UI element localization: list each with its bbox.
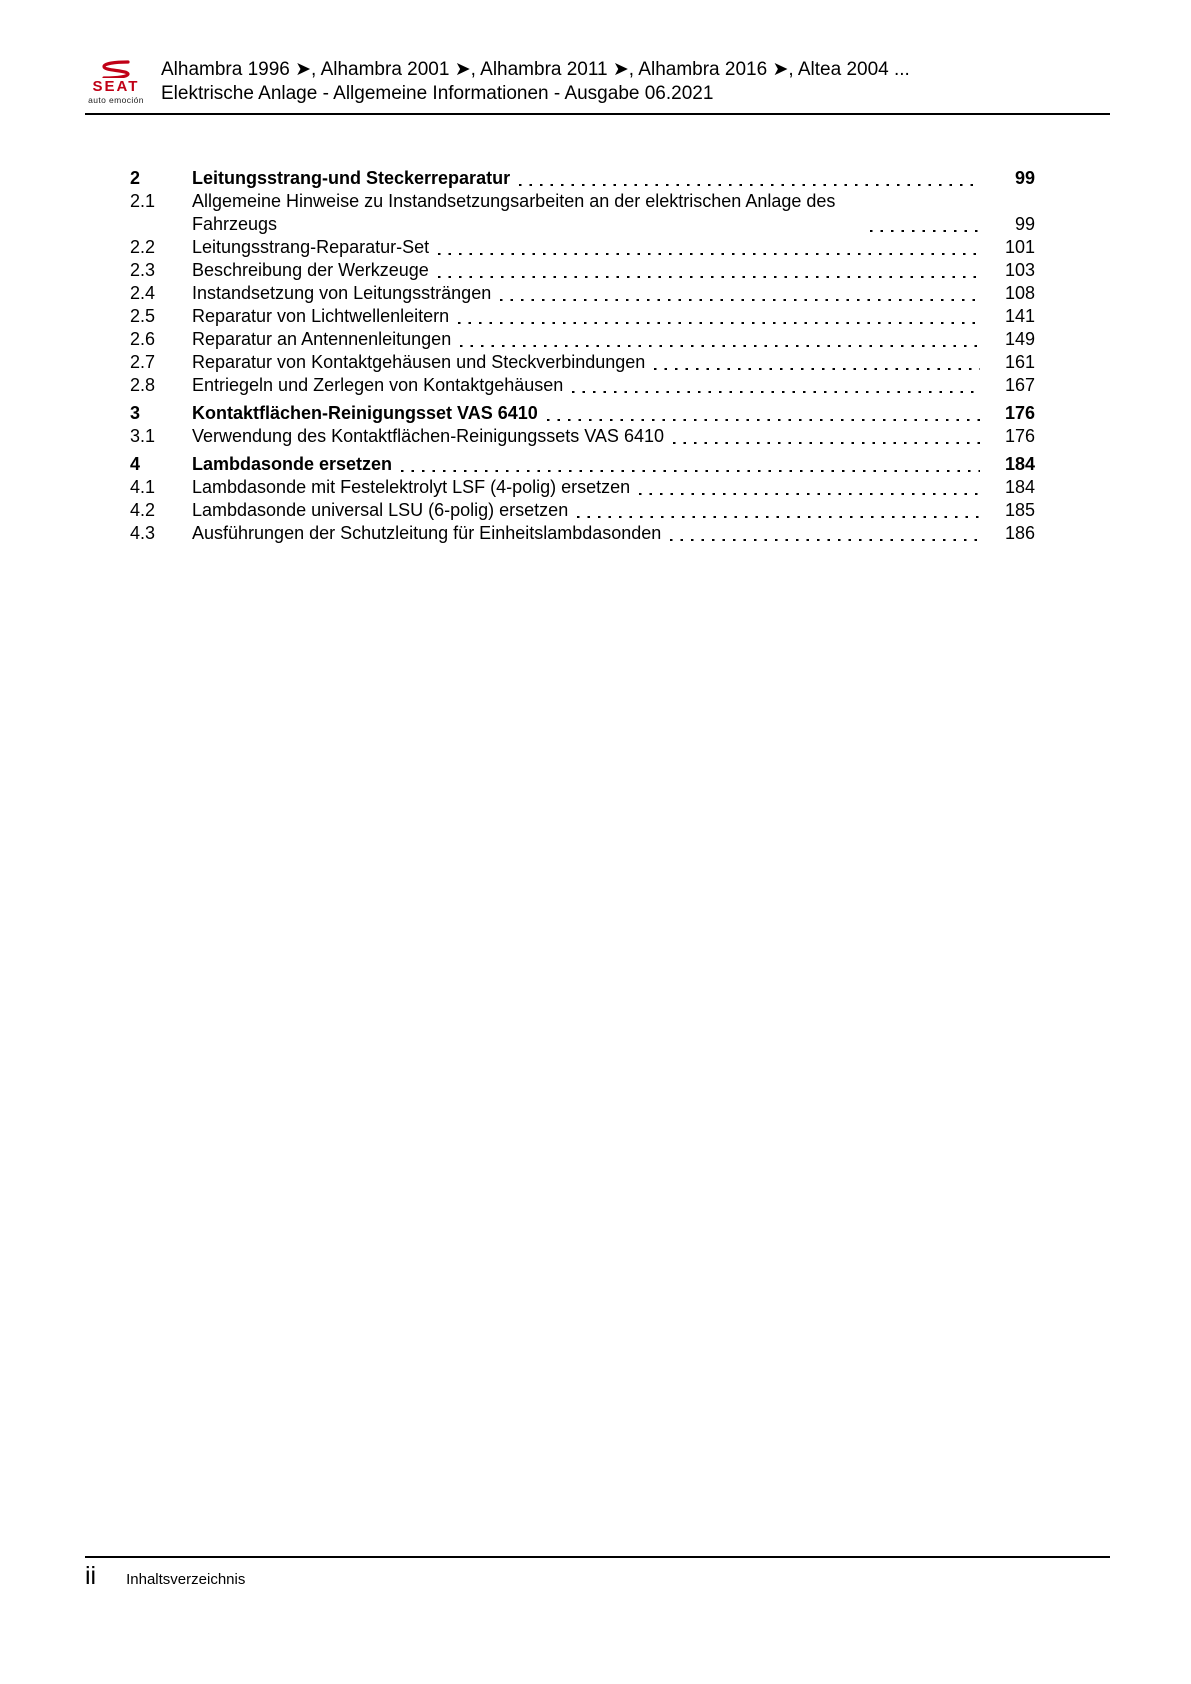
toc-page: 186 <box>1004 523 1035 543</box>
toc-leader-dots <box>670 539 980 542</box>
toc-num: 2.3 <box>130 260 156 280</box>
toc-row <box>130 190 1035 236</box>
toc-title: Instandsetzung von Leitungssträngen <box>192 283 492 303</box>
toc-title: Entriegeln und Zerlegen von Kontaktgehäusen <box>192 375 564 395</box>
toc-leader-dots <box>572 391 980 394</box>
toc-page: 176 <box>1004 426 1035 446</box>
toc-leader-dots <box>673 442 980 445</box>
toc-row <box>130 499 1035 522</box>
toc-num: 4.3 <box>130 523 156 543</box>
toc-leader-dots <box>438 253 980 256</box>
toc-page: 108 <box>1004 283 1035 303</box>
toc-title: Lambdasonde ersetzen <box>192 454 393 474</box>
toc-title: Beschreibung der Werkzeuge <box>192 260 429 280</box>
toc-title: Kontaktflächen-Reinigungsset VAS 6410 <box>192 403 538 423</box>
toc-page: 99 <box>1014 214 1035 234</box>
toc-title: Reparatur von Lichtwellenleitern <box>192 306 450 326</box>
toc-page: 167 <box>1004 375 1035 395</box>
toc-leader-dots <box>458 322 980 325</box>
toc-title: Lambdasonde universal LSU (6-polig) ersetzen <box>192 500 569 520</box>
toc-num: 2 <box>130 168 141 188</box>
toc-row <box>130 305 1035 328</box>
seat-s-icon <box>99 60 133 78</box>
toc-title: Ausführungen der Schutzleitung für Einheitslambdasonden <box>192 523 662 543</box>
toc-leader-dots <box>577 516 980 519</box>
footer-page-number: ii <box>85 1562 97 1590</box>
toc-num: 2.2 <box>130 237 156 257</box>
toc-row <box>130 453 1035 476</box>
toc-row <box>130 374 1035 397</box>
toc-row <box>130 259 1035 282</box>
toc-page: 185 <box>1004 500 1035 520</box>
page-header <box>85 58 1110 115</box>
toc-row <box>130 522 1035 545</box>
toc-page: 101 <box>1004 237 1035 257</box>
toc-leader-dots <box>438 276 980 279</box>
header-text <box>161 58 910 106</box>
toc-num: 2.7 <box>130 352 156 372</box>
toc-row <box>130 351 1035 374</box>
header-subject-line: Elektrische Anlage - Allgemeine Informationen - Ausgabe 06.2021 <box>161 83 714 104</box>
toc-leader-dots <box>401 470 980 473</box>
seat-logo-tagline: auto emoción <box>88 94 144 105</box>
toc-num: 4.2 <box>130 500 156 520</box>
toc <box>130 162 1035 545</box>
toc-leader-dots <box>500 299 980 302</box>
toc-num: 3.1 <box>130 426 156 446</box>
toc-row <box>130 425 1035 448</box>
toc-row <box>130 282 1035 305</box>
toc-page: 176 <box>1004 403 1035 423</box>
toc-num: 2.5 <box>130 306 156 326</box>
toc-num: 2.1 <box>130 191 156 211</box>
toc-num: 3 <box>130 403 141 423</box>
seat-logo <box>85 60 147 107</box>
toc-leader-dots <box>870 230 980 233</box>
toc-num: 2.8 <box>130 375 156 395</box>
toc-leader-dots <box>460 345 980 348</box>
toc-num: 2.6 <box>130 329 156 349</box>
toc-page: 184 <box>1004 477 1035 497</box>
toc-row <box>130 476 1035 499</box>
toc-leader-dots <box>639 493 980 496</box>
seat-brand-text: SEAT <box>92 77 140 95</box>
page-footer <box>85 1556 1110 1589</box>
toc-title: Leitungsstrang-Reparatur-Set <box>192 237 430 257</box>
toc-num: 4.1 <box>130 477 156 497</box>
toc-title: Reparatur von Kontaktgehäusen und Steckverbindungen <box>192 352 646 372</box>
toc-page: 184 <box>1004 454 1035 474</box>
toc-leader-dots <box>519 184 980 187</box>
toc-title: Verwendung des Kontaktflächen-Reinigungssets VAS 6410 <box>192 426 664 446</box>
toc-page: 161 <box>1004 352 1035 372</box>
toc-title: Allgemeine Hinweise zu Instandsetzungsarbeiten an der elektrischen Anlage des Fahrzeugs <box>192 191 836 234</box>
toc-row <box>130 402 1035 425</box>
toc-title: Leitungsstrang-und Steckerreparatur <box>192 168 511 188</box>
toc-row <box>130 167 1035 190</box>
toc-title: Lambdasonde mit Festelektrolyt LSF (4-polig) ersetzen <box>192 477 631 497</box>
toc-title: Reparatur an Antennenleitungen <box>192 329 452 349</box>
toc-page: 149 <box>1004 329 1035 349</box>
toc-leader-dots <box>547 419 980 422</box>
toc-row <box>130 236 1035 259</box>
toc-num: 2.4 <box>130 283 156 303</box>
toc-num: 4 <box>130 454 141 474</box>
header-models-line: Alhambra 1996 ➤, Alhambra 2001 ➤, Alhambra 2011 ➤, Alhambra 2016 ➤, Altea 2004 ... <box>161 59 910 80</box>
toc-page: 103 <box>1004 260 1035 280</box>
toc-page: 99 <box>1014 168 1035 188</box>
footer-section-label: Inhaltsverzeichnis <box>126 1571 246 1588</box>
toc-page: 141 <box>1004 306 1035 326</box>
toc-leader-dots <box>654 368 980 371</box>
toc-row <box>130 328 1035 351</box>
